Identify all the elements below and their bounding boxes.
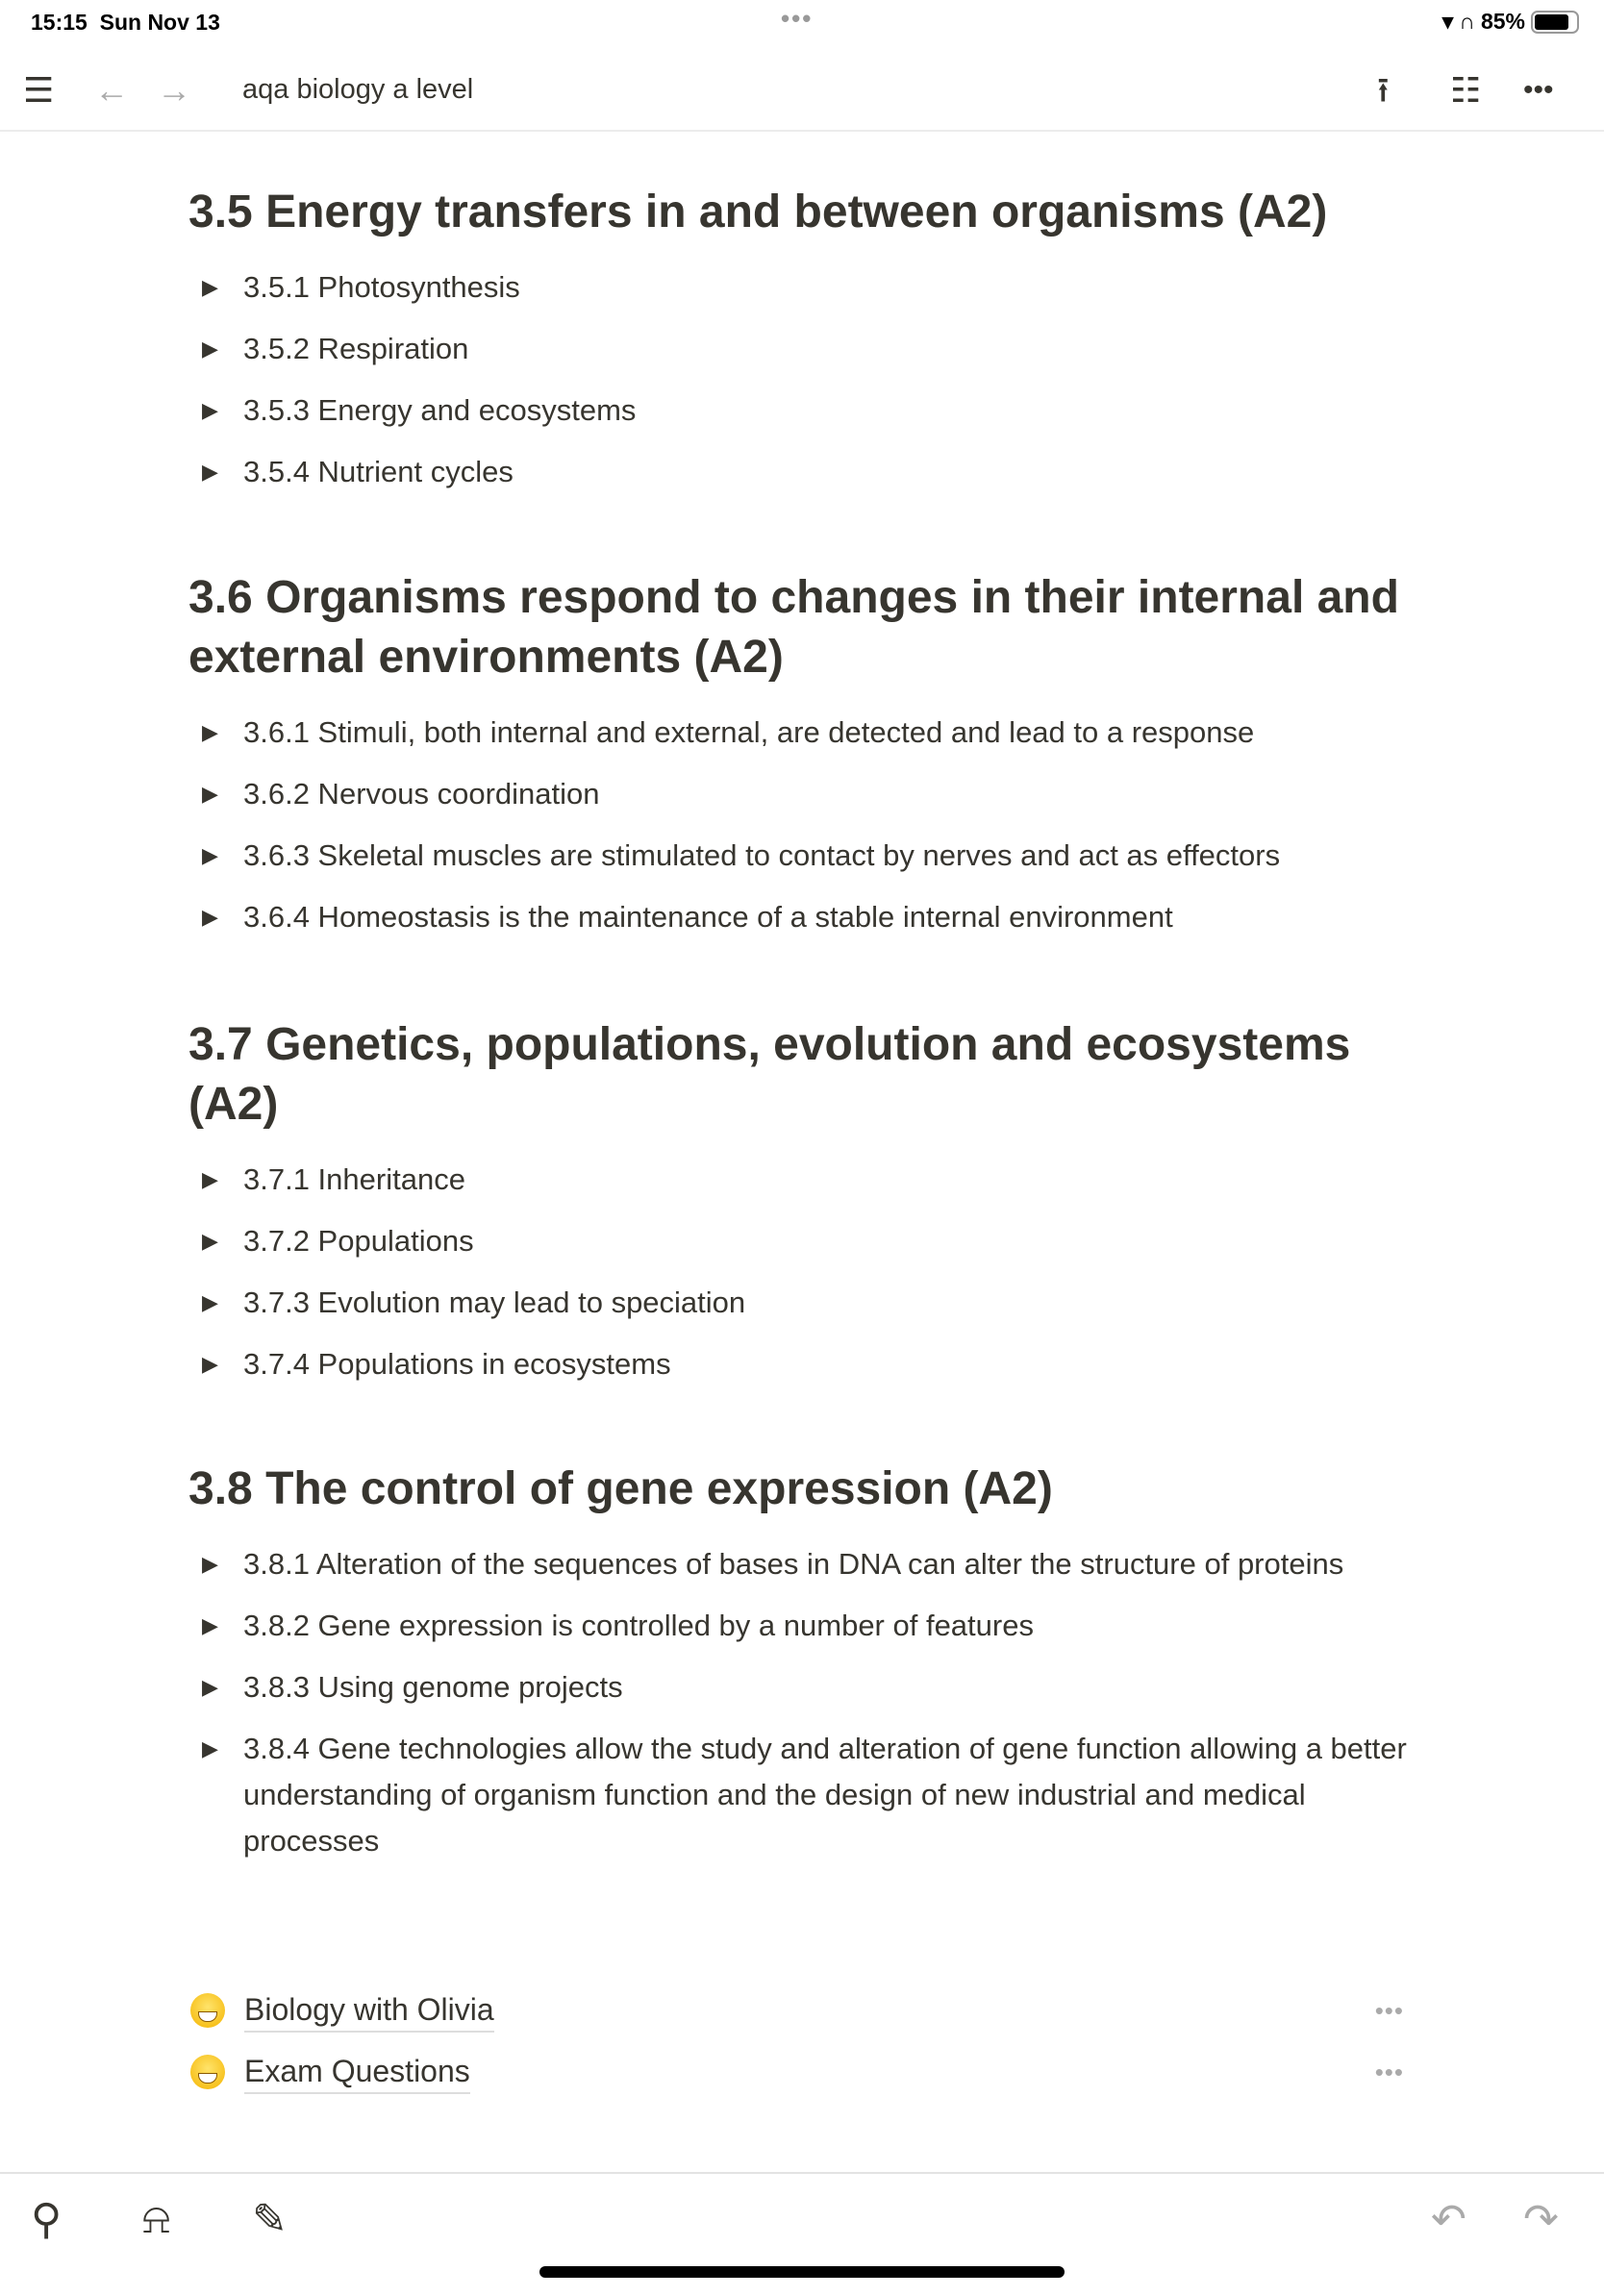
section-heading: 3.6 Organisms respond to changes in their internal and external environments (A2) — [188, 572, 1399, 683]
toggle-item-label: 3.5.2 Respiration — [243, 332, 469, 365]
toggle-item[interactable] — [188, 1210, 1439, 1272]
toggle-item-label: 3.7.4 Populations in ecosystems — [243, 1347, 671, 1381]
beaming-face-icon — [190, 2055, 225, 2089]
toggle-item-label: 3.5.3 Energy and ecosystems — [243, 393, 637, 427]
toggle-item-label: 3.7.1 Inheritance — [243, 1162, 465, 1196]
page-title: aqa biology a level — [242, 74, 474, 105]
more-options-icon[interactable]: ••• — [1523, 74, 1554, 106]
toggle-item[interactable] — [188, 1272, 1439, 1334]
toggle-item[interactable] — [188, 702, 1439, 763]
toggle-triangle-icon[interactable]: ▶ — [202, 720, 218, 744]
back-arrow-icon[interactable]: ← — [94, 70, 129, 110]
toggle-triangle-icon[interactable]: ▶ — [202, 905, 218, 929]
share-icon[interactable]: ⭱ — [1377, 70, 1390, 110]
toggle-triangle-icon[interactable]: ▶ — [202, 1167, 218, 1191]
section — [188, 1460, 1439, 1872]
section — [188, 568, 1439, 948]
battery-icon — [1531, 11, 1579, 34]
toggle-item[interactable] — [188, 1718, 1439, 1872]
toggle-item-label: 3.7.2 Populations — [243, 1224, 474, 1258]
toggle-triangle-icon[interactable]: ▶ — [202, 275, 218, 299]
top-toolbar — [0, 58, 1604, 132]
toggle-triangle-icon[interactable]: ▶ — [202, 1290, 218, 1314]
more-icon[interactable]: ••• — [1374, 2057, 1404, 2086]
new-page-icon[interactable]: ✎ — [252, 2196, 288, 2243]
toggle-item-label: 3.6.3 Skeletal muscles are stimulated to contact by nerves and act as effectors — [243, 838, 1281, 872]
section-heading: 3.8 The control of gene expression (A2) — [188, 1463, 1053, 1514]
toggle-triangle-icon[interactable]: ▶ — [202, 1675, 218, 1699]
more-icon[interactable]: ••• — [1374, 1995, 1404, 2025]
toggle-item-label: 3.6.4 Homeostasis is the maintenance of a stable internal environment — [243, 900, 1173, 934]
toggle-triangle-icon[interactable]: ▶ — [202, 782, 218, 806]
toggle-item[interactable] — [188, 1534, 1439, 1595]
toggle-item[interactable] — [188, 1595, 1439, 1657]
battery-percent: 85% — [1480, 9, 1525, 34]
search-icon[interactable]: ⚲ — [31, 2196, 63, 2243]
home-indicator[interactable] — [539, 2266, 1065, 2278]
toggle-item-label: 3.5.4 Nutrient cycles — [243, 455, 514, 488]
multitasking-dots-icon[interactable]: ••• — [781, 4, 814, 33]
toggle-triangle-icon[interactable]: ▶ — [202, 460, 218, 484]
grinning-face-icon — [190, 1993, 225, 2028]
page-link-biology-with-olivia[interactable]: Biology with Olivia ••• — [190, 1986, 1404, 2034]
comment-icon[interactable]: ☷ — [1450, 70, 1482, 110]
page-link-exam-questions[interactable]: Exam Questions ••• — [190, 2048, 1404, 2096]
toggle-item[interactable] — [188, 441, 1439, 503]
wifi-icon: ▾ — [1441, 9, 1454, 34]
toggle-item[interactable] — [188, 1657, 1439, 1718]
toggle-triangle-icon[interactable]: ▶ — [202, 1613, 218, 1637]
undo-icon[interactable]: ↶ — [1431, 2196, 1466, 2243]
bell-icon[interactable]: ⍾ — [142, 2195, 171, 2242]
toggle-item-label: 3.8.3 Using genome projects — [243, 1670, 623, 1704]
headphones-icon: ∩ — [1459, 9, 1475, 34]
toggle-triangle-icon[interactable]: ▶ — [202, 1352, 218, 1376]
toggle-item-label: 3.8.2 Gene expression is controlled by a number of features — [243, 1609, 1034, 1642]
toggle-item-label: 3.8.4 Gene technologies allow the study and alteration of gene function allowing a better understanding of organism function and the design of new industrial and medical processes — [243, 1732, 1407, 1858]
toggle-item[interactable] — [188, 1334, 1439, 1395]
toggle-item[interactable] — [188, 380, 1439, 441]
toggle-item[interactable] — [188, 763, 1439, 825]
toggle-triangle-icon[interactable]: ▶ — [202, 843, 218, 867]
forward-arrow-icon[interactable]: → — [157, 70, 191, 110]
status-time: 15:15 Sun Nov 13 — [31, 10, 220, 35]
toggle-item[interactable] — [188, 886, 1439, 948]
toggle-item-label: 3.6.2 Nervous coordination — [243, 777, 600, 811]
toggle-item[interactable] — [188, 1149, 1439, 1210]
toggle-item[interactable] — [188, 318, 1439, 380]
redo-icon[interactable]: ↷ — [1523, 2196, 1559, 2243]
toggle-item[interactable] — [188, 825, 1439, 886]
section — [188, 183, 1439, 503]
section — [188, 1015, 1439, 1395]
toggle-item[interactable] — [188, 257, 1439, 318]
toggle-item-label: 3.8.1 Alteration of the sequences of bases in DNA can alter the structure of proteins — [243, 1547, 1344, 1581]
section-heading: 3.7 Genetics, populations, evolution and ecosystems (A2) — [188, 1019, 1351, 1130]
menu-icon[interactable]: ☰ — [23, 70, 55, 110]
status-bar — [0, 0, 1604, 44]
toggle-item-label: 3.5.1 Photosynthesis — [243, 270, 520, 304]
toggle-triangle-icon[interactable]: ▶ — [202, 337, 218, 361]
toggle-triangle-icon[interactable]: ▶ — [202, 398, 218, 422]
toggle-triangle-icon[interactable]: ▶ — [202, 1229, 218, 1253]
toggle-triangle-icon[interactable]: ▶ — [202, 1552, 218, 1576]
toggle-item-label: 3.6.1 Stimuli, both internal and external, are detected and lead to a response — [243, 715, 1255, 749]
toggle-item-label: 3.7.3 Evolution may lead to speciation — [243, 1285, 746, 1319]
section-heading: 3.5 Energy transfers in and between organisms (A2) — [188, 187, 1328, 237]
toggle-triangle-icon[interactable]: ▶ — [202, 1736, 218, 1760]
